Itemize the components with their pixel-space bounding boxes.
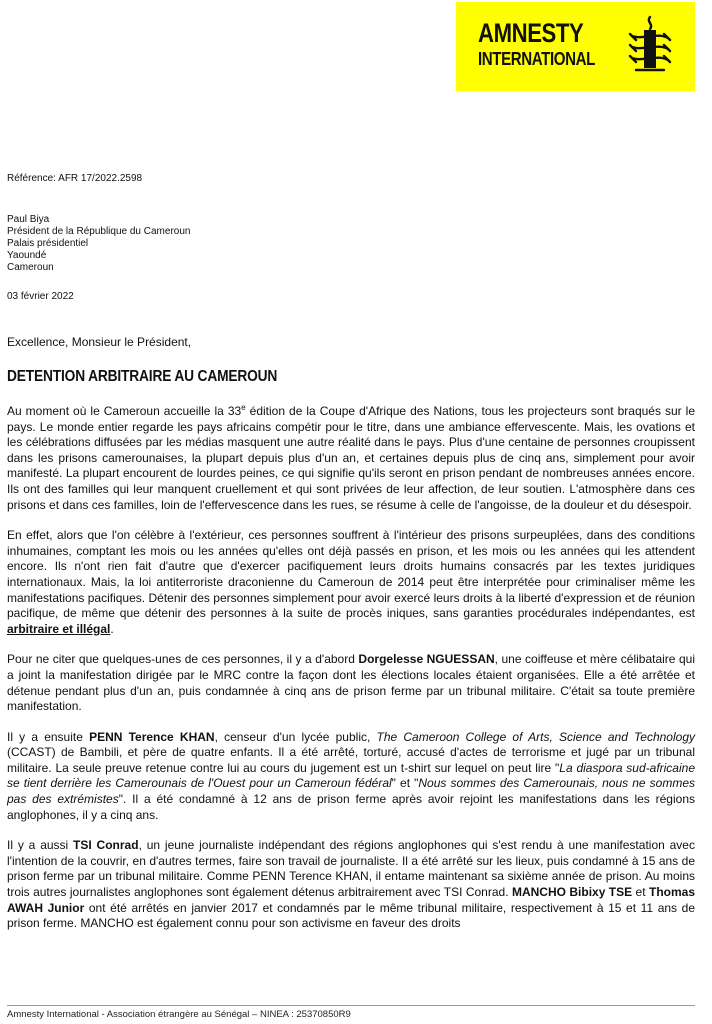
person-name: TSI Conrad	[73, 838, 139, 853]
tshirt-quote: Nous sommes des Camerounais, nous ne sommes pas des extrémistes	[7, 776, 695, 807]
letter-body	[7, 404, 695, 947]
letter-date: 03 février 2022	[7, 291, 74, 302]
letter-heading: DETENTION ARBITRAIRE AU CAMEROUN	[7, 368, 278, 385]
school-name: The Cameroon College of Arts, Science and Technology	[376, 729, 695, 744]
person-name: PENN Terence KHAN	[89, 729, 215, 744]
paragraph-5: Il y a aussi TSI Conrad, un jeune journaliste indépendant des régions anglophones qui s'est rendu à une manifestation avec l'intention de la couvrir, en d'autres termes, faire son travail de journaliste. Il a été arrêté sur les lieux, puis condamné à 15 ans de prison ferme par un tribunal militaire. Comme PENN Terence KHAN, il entame maintenant sa sixième année de prison. Au moins trois autres journalistes anglophones sont également détenus arbitrairement avec TSI Conrad. MANCHO Bibixy TSE et Thomas AWAH Junior ont été arrêtés en janvier 2017 et condamnés par le même tribunal militaire, respectivement à 15 et 11 ans de prison ferme. MANCHO est également connu pour son activisme en faveur des droits	[7, 838, 695, 931]
salutation: Excellence, Monsieur le Président,	[7, 335, 192, 349]
logo-line-international: INTERNATIONAL	[478, 49, 595, 69]
recipient-city: Yaoundé	[7, 250, 47, 261]
recipient-name: Paul Biya	[7, 214, 50, 225]
paragraph-4: Il y a ensuite PENN Terence KHAN, censeur d'un lycée public, The Cameroon College of Arts, Science and Technology (CCAST) de Bambili, et père de quatre enfants. Il a été arrêté, torturé, accusé d'actes de terrorisme et jugé par un tribunal militaire. La seule preuve retenue contre lui au cours du jugement est un t-shirt sur lequel on peut lire "La diaspora sud-africaine se tient derrière les Camerounais de l'Ouest pour un Cameroun fédéral" et "Nous sommes des Camerounais, nous ne sommes pas des extrémistes". Il a été condamné à 12 ans de prison ferme après avoir rejoint les manifestations dans les régions anglophones, il y a cinq ans.	[7, 729, 695, 822]
candle-barbed-wire-icon	[626, 14, 674, 76]
amnesty-logo	[456, 2, 695, 91]
logo-line-amnesty: AMNESTY	[478, 18, 584, 48]
person-name: Thomas AWAH Junior	[7, 885, 695, 915]
reference-line: Référence: AFR 17/2022.2598	[7, 173, 143, 184]
person-name: MANCHO Bibixy TSE	[511, 885, 633, 900]
person-name: Dorgelesse NGUESSAN	[358, 652, 495, 667]
paragraph-3: Pour ne citer que quelques-unes de ces personnes, il y a d'abord Dorgelesse NGUESSAN, une coiffeuse et mère célibataire qui a joint la manifestation dirigée par le MRC contre la façon dont les élections locales étaient organisées. Elle a été arrêtée et détenue pendant plus d'un an, puis condamnée à cinq ans de prison ferme par un tribunal militaire. C'était sa toute première manifestation.	[7, 652, 696, 714]
recipient-place: Palais présidentiel	[7, 238, 89, 249]
paragraph-1: Au moment où le Cameroun accueille la 33e édition de la Coupe d'Afrique des Nations, tous les projecteurs sont braqués sur le pays. Le monde entier regarde les pays africains compétir pour le titre, dans une ambiance effervescente. Mais, les ovations et les célébrations diffusées par les médias masquent une autre réalité dans le pays. Plus d'une centaine de personnes croupissent dans les prisons camerounaises, la plupart depuis plus d'un an, et certaines depuis plus de cinq ans, simplement pour avoir manifesté. La plupart encourent de lourdes peines, ce qui signifie qu'ils seront en prison pendant de nombreuses années encore. Ils ont des familles qui leur manquent cruellement et qui sont privées de leur affection, de leur soutien. L'atmosphère dans ces prisons et dans ces familles, loin de l'effervescence dans les rues, se résume à celle de l'angoisse, de la douleur et du désespoir.	[7, 403, 695, 512]
paragraph-2: En effet, alors que l'on célèbre à l'extérieur, ces personnes souffrent à l'intérieur des prisons surpeuplées, dans des conditions inhumaines, comptant les mois ou les années qu'elles ont déjà passés en prison, et les mois ou les années qui les attendent encore. Ils n'ont rien fait d'autre que d'exercer pacifiquement leurs droits humains consacrés par les textes juridiques internationaux. Mais, la loi antiterroriste draconienne du Cameroun de 2014 peut être interprétée pour criminaliser même les manifestations pacifiques. Détenir des personnes simplement pour avoir exercé leurs droits à la liberté d'expression et de réunion pacifique, de même que détenir des personnes à la suite de procès iniques, sans garanties procédurales indépendantes, est arbitraire et illégal.	[7, 528, 695, 636]
emphasis-arbitrary-illegal: arbitraire et illégal	[7, 621, 111, 636]
tshirt-quote: La diaspora sud-africaine se tient derrière les Camerounais de l'Ouest pour un Cameroun fédéral	[7, 760, 695, 791]
recipient-country: Cameroun	[7, 262, 54, 273]
recipient-address	[7, 213, 190, 273]
page-footer: Amnesty International - Association étrangère au Sénégal – NINEA : 25370850R9	[7, 1009, 351, 1020]
logo-text	[478, 20, 617, 68]
recipient-title: Président de la République du Cameroun	[7, 226, 191, 237]
footer-divider	[7, 1005, 695, 1006]
